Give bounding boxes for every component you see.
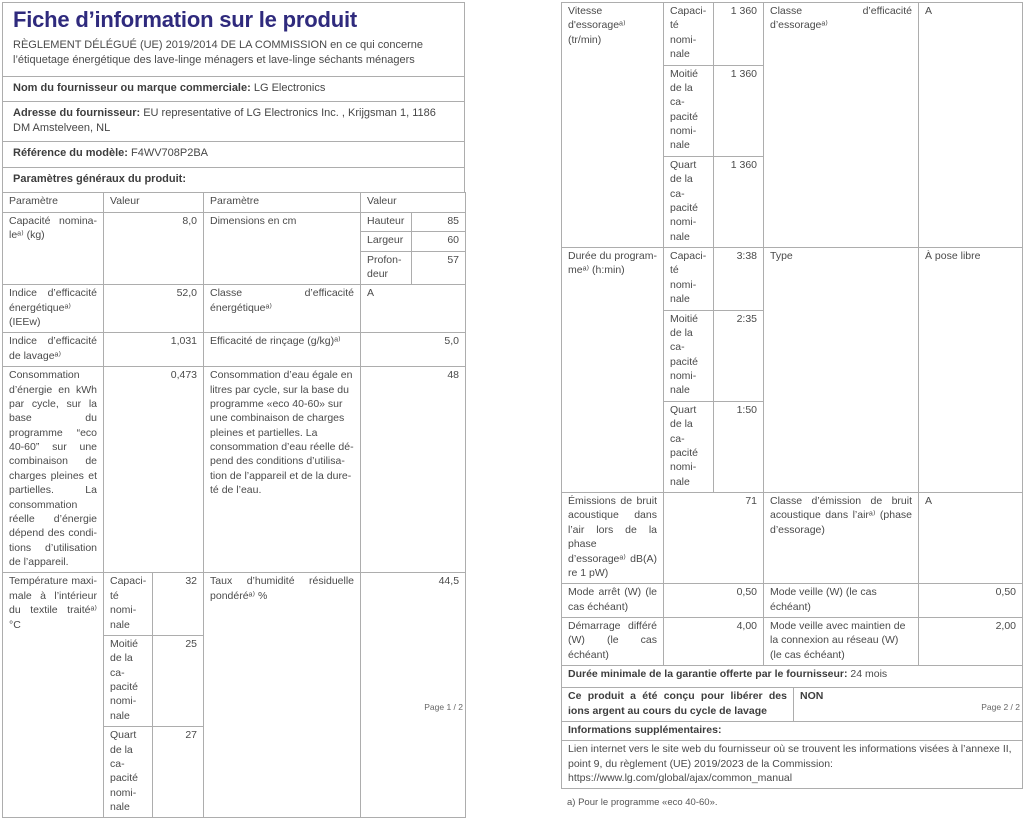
cell-iee-value: 52,0 xyxy=(104,285,204,333)
cell-silver-label: Ce produit a été conçu pour libérer des ions argent au cours du cycle de lavage xyxy=(562,688,794,722)
warranty-value: 24 mois xyxy=(850,668,888,681)
cell-wash-index-label: Indice d’efficacité de lavageᵃ⁾ xyxy=(3,333,104,367)
cell-type-value: À pose libre xyxy=(919,248,1023,493)
cell-wash-index-value: 1,031 xyxy=(104,333,204,367)
cell-additional-info-label: Informations supplémentaires: xyxy=(562,721,1023,740)
page-1 xyxy=(2,2,465,818)
cell-height-label: Hauteur xyxy=(361,212,412,231)
supplier-label: Nom du fournisseur ou marque commerciale: xyxy=(13,81,251,94)
cell-duration-quarter-label: Quart de la capacité nominale xyxy=(664,401,714,492)
cell-supplier-link: Lien internet vers le site web du fournisseur où se trouvent les informations visées à l’annexe II, point 9, du règlement (UE) 2019/2023 de la Commission: https://www.lg.com/global/ajax/common_manual xyxy=(562,741,1023,789)
cell-noise-value: 71 xyxy=(664,493,764,584)
cell-silver-value: NON xyxy=(794,688,1023,722)
parameters-table-page2 xyxy=(561,2,1023,789)
cell-temp-quarter-label: Quart de la capacité nominale xyxy=(104,727,153,818)
page2-number: Page 2 / 2 xyxy=(981,702,1020,712)
cell-off-mode-value: 0,50 xyxy=(664,584,764,618)
address-row xyxy=(3,101,464,141)
regulation-subtitle: RÈGLEMENT DÉLÉGUÉ (UE) 2019/2014 DE LA COMMISSION en ce qui concerne l’étiquetage énergétique des lave-linge ménagers et lave-linge séchants ménagers xyxy=(13,38,424,66)
row-spin-speed xyxy=(562,3,1023,66)
page1-number: Page 1 / 2 xyxy=(424,702,463,712)
row-capacity-dimensions xyxy=(3,212,466,231)
cell-humidity-value: 44,5 xyxy=(361,573,466,818)
cell-spin-half-value: 1 360 xyxy=(714,65,764,156)
row-supplier-link xyxy=(562,741,1023,789)
cell-standby-value: 0,50 xyxy=(919,584,1023,618)
cell-energy-consumption-value: 0,473 xyxy=(104,367,204,573)
cell-water-consumption-value: 48 xyxy=(361,367,466,573)
table1-header-row xyxy=(3,193,466,212)
cell-temp-half-label: Moitié de la capacité nominale xyxy=(104,635,153,726)
row-energy-efficiency-index xyxy=(3,285,466,333)
cell-duration-half-label: Moitié de la capacité nominale xyxy=(664,310,714,401)
parameters-table-page1 xyxy=(2,192,466,818)
row-wash-index xyxy=(3,333,466,367)
page1-header-box xyxy=(2,2,465,192)
cell-network-standby-value: 2,00 xyxy=(919,618,1023,666)
cell-width-label: Largeur xyxy=(361,232,412,251)
cell-delay-value: 4,00 xyxy=(664,618,764,666)
cell-duration-rated-value: 3:38 xyxy=(714,248,764,311)
cell-duration-label: Durée du programmeᵃ⁾ (h:min) xyxy=(562,248,664,493)
row-energy-water-consumption xyxy=(3,367,466,573)
cell-depth-value: 57 xyxy=(412,251,466,285)
cell-delay-label: Démarrage différé (W) (le cas échéant) xyxy=(562,618,664,666)
cell-noise-class-value: A xyxy=(919,493,1023,584)
cell-standby-label: Mode veille (W) (le cas échéant) xyxy=(764,584,919,618)
address-label: Adresse du fournisseur: xyxy=(13,107,141,120)
cell-temp-rated-label: Capacité nominale xyxy=(104,573,153,636)
header-value-1: Valeur xyxy=(104,193,204,212)
cell-iee-label: Indice d’efficacité énergétiqueᵃ⁾ (IEEᴡ) xyxy=(3,285,104,333)
cell-off-mode-label: Mode arrêt (W) (le cas échéant) xyxy=(562,584,664,618)
cell-capacity-value: 8,0 xyxy=(104,212,204,285)
cell-temperature-label: Température maximale à l’intérieur du textile traitéᵃ⁾ °C xyxy=(3,573,104,818)
cell-temp-rated-value: 32 xyxy=(153,573,204,636)
page-2 xyxy=(561,2,1022,808)
supplier-row xyxy=(3,76,464,102)
supplier-value: LG Electronics xyxy=(253,81,326,94)
cell-type-label: Type xyxy=(764,248,919,493)
row-noise xyxy=(562,493,1023,584)
header-parameter-2: Paramètre xyxy=(204,193,361,212)
row-max-temperature xyxy=(3,573,466,636)
cell-energy-class-value: A xyxy=(361,285,466,333)
cell-warranty xyxy=(562,666,1023,688)
row-programme-duration xyxy=(562,248,1023,311)
model-row xyxy=(3,141,464,167)
row-additional-info xyxy=(562,721,1023,740)
cell-noise-class-label: Classe d’émission de bruit acoustique dans l’airᵃ⁾ (phase d’essorage) xyxy=(764,493,919,584)
cell-duration-rated-label: Capacité nominale xyxy=(664,248,714,311)
model-label: Référence du modèle: xyxy=(13,147,128,160)
cell-water-consumption-label: Consommation d’eau égale en litres par cycle, sur la base du programme «eco 40-60» sur une combinaison de charges pleines et partielles. La consommation d’eau réelle dépend des conditions d’utilisation de l’appareil et de la dureté de l’eau. xyxy=(204,367,361,573)
address-value: EU representative of LG Electronics Inc. , Krijgsman 1, 1186 DM Amstelveen, NL xyxy=(13,107,436,134)
cell-width-value: 60 xyxy=(412,232,466,251)
row-delay-network xyxy=(562,618,1023,666)
row-warranty xyxy=(562,666,1023,688)
cell-height-value: 85 xyxy=(412,212,466,231)
cell-spin-quarter-value: 1 360 xyxy=(714,156,764,247)
row-off-standby xyxy=(562,584,1023,618)
footnote-eco-programme: a) Pour le programme «eco 40-60». xyxy=(567,797,718,809)
cell-temp-quarter-value: 27 xyxy=(153,727,204,818)
cell-temp-half-value: 25 xyxy=(153,635,204,726)
cell-energy-consumption-label: Consommation d’énergie en kWh par cycle, sur la base du programme “eco 40-60” sur une combinaison de charges pleines et partielles. La consommation réelle d’énergie dépend des conditions d’utilisation de l’appareil. xyxy=(3,367,104,573)
cell-dimensions-label: Dimensions en cm xyxy=(204,212,361,285)
cell-duration-half-value: 2:35 xyxy=(714,310,764,401)
general-parameters-label: Paramètres généraux du produit: xyxy=(13,172,186,185)
cell-duration-quarter-value: 1:50 xyxy=(714,401,764,492)
cell-energy-class-label: Classe d’efficacité énergétiqueᵃ⁾ xyxy=(204,285,361,333)
cell-humidity-label: Taux d’humidité résiduelle pondéréᵃ⁾ % xyxy=(204,573,361,818)
cell-rinse-label: Efficacité de rinçage (g/kg)ᵃ⁾ xyxy=(204,333,361,367)
cell-rinse-value: 5,0 xyxy=(361,333,466,367)
title-block xyxy=(3,3,464,76)
cell-network-standby-label: Mode veille avec maintien de la connexion au réseau (W) (le cas échéant) xyxy=(764,618,919,666)
warranty-label: Durée minimale de la garantie offerte par le fournisseur: xyxy=(568,668,848,681)
cell-noise-label: Émissions de bruit acoustique dans l’air lors de la phase d’essorageᵃ⁾ dB(A) re 1 pW) xyxy=(562,493,664,584)
model-value: F4WV708P2BA xyxy=(130,147,209,160)
cell-spin-quarter-label: Quart de la capacité nominale xyxy=(664,156,714,247)
header-parameter-1: Paramètre xyxy=(3,193,104,212)
cell-spin-half-label: Moitié de la capacité nominale xyxy=(664,65,714,156)
cell-depth-label: Profondeur xyxy=(361,251,412,285)
cell-spin-rated-value: 1 360 xyxy=(714,3,764,66)
cell-spin-class-label: Classe d’efficacité d’essorageᵃ⁾ xyxy=(764,3,919,248)
general-parameters-row xyxy=(3,167,464,193)
cell-capacity-label: Capacité nominaleᵃ⁾ (kg) xyxy=(3,212,104,285)
row-silver-ions xyxy=(562,688,1023,722)
cell-spin-label: Vitesse d'essorageᵃ⁾ (tr/min) xyxy=(562,3,664,248)
cell-spin-class-value: A xyxy=(919,3,1023,248)
header-value-2: Valeur xyxy=(361,193,466,212)
document-title: Fiche d’information sur le produit xyxy=(13,7,357,32)
cell-spin-rated-label: Capacité nominale xyxy=(664,3,714,66)
